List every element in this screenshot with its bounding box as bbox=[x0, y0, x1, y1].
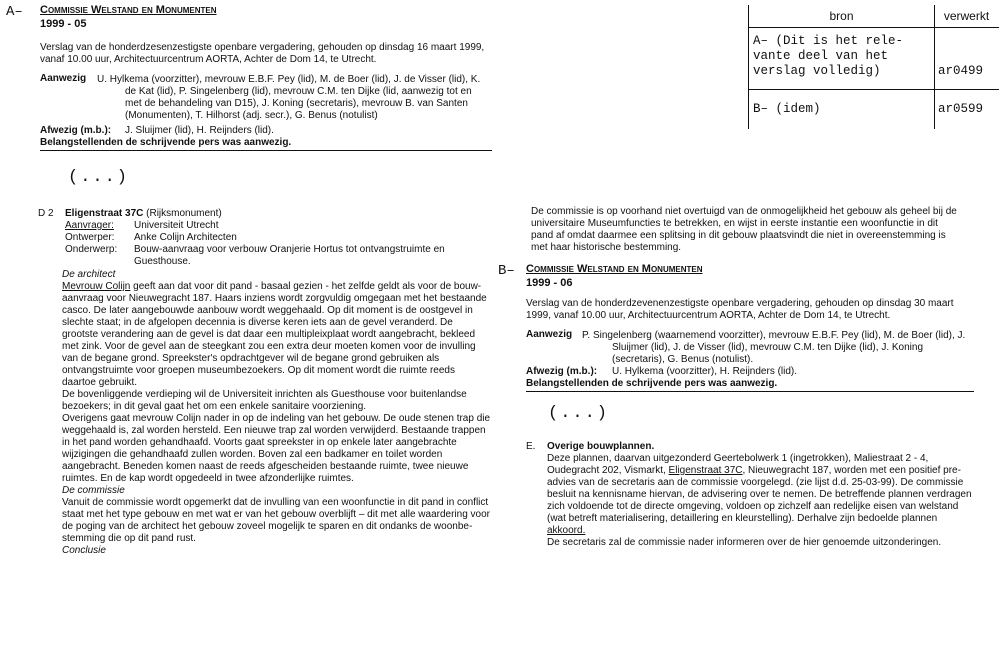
present-a-3: met de behandeling van D15), J. Koning (secretaris), mevrouw B. van Santen bbox=[125, 98, 468, 109]
architect-line-14: in het pand worden gehandhaafd. Voorts gaat spreekster in op enkele later aangebrachte bbox=[62, 437, 457, 448]
item-title-e: Overige bouwplannen. bbox=[547, 441, 655, 452]
marker-b: B– bbox=[498, 263, 515, 279]
year-b: 1999 - 06 bbox=[526, 277, 573, 289]
item-number-e: E. bbox=[526, 441, 536, 452]
section-e-line-7: akkoord. bbox=[547, 525, 586, 536]
architect-line-1: Mevrouw Colijn geeft aan dat voor dit pand - basaal gezien - het zelfde geldt als voor de bouw- bbox=[62, 281, 482, 292]
architect-line-11: bezoekers; in dit geval gaat het om een enkele sanitaire voorziening. bbox=[62, 401, 367, 412]
row2-ref: ar0599 bbox=[938, 102, 984, 116]
architect-line-3: casco. De later aangebouwde aanbouw wordt weggehaald. Op dit moment is de oostgevel in bbox=[62, 305, 473, 316]
architect-heading: De architect bbox=[62, 269, 116, 280]
architect-line-7: van de begane grond. Spreekster's opdrachtgever wil de begane grond gebruiken als bbox=[62, 353, 440, 364]
item-title-d2 bbox=[65, 208, 222, 220]
architect-body bbox=[62, 281, 502, 557]
section-e-body bbox=[547, 453, 987, 549]
table-row-divider bbox=[749, 89, 999, 90]
interested-b: Belangstellenden de schrijvende pers was aanwezig. bbox=[526, 378, 778, 389]
absent-b: U. Hylkema (voorzitter), H. Reijnders (lid). bbox=[612, 366, 798, 377]
ellipsis-a: (...) bbox=[68, 168, 130, 187]
intro-a-1: Verslag van de honderdzesenzestigste openbare vergadering, gehouden op dinsdag 16 maart 1999, bbox=[40, 42, 485, 53]
applicant-label: Aanvrager: bbox=[65, 220, 114, 231]
subject-label: Onderwerp: bbox=[65, 244, 118, 255]
architect-line-17: ruimtes. En de kap wordt opgedeeld in twee afzonderlijke ruimtes. bbox=[62, 473, 354, 484]
org-name-b: Commissie Welstand en Monumenten bbox=[526, 263, 703, 275]
row2-note: B– (idem) bbox=[753, 102, 821, 116]
absent-a: J. Sluijmer (lid), H. Reijnders (lid). bbox=[125, 125, 274, 136]
commission-line-4: stemming die op dit pand rust. bbox=[62, 533, 196, 544]
architect-line-15: wijzigingen die gehandhaafd zullen worden. Boven zal een badkamer en toilet worden bbox=[62, 449, 443, 460]
present-label-b: Aanwezig bbox=[526, 329, 573, 340]
architect-line-8: ontvangstruimte voor groepen museumbezoekers. Op dit moment wordt die ruimte reeds bbox=[62, 365, 455, 376]
present-a-4: (Monumenten), T. Hilhorst (adj. secr.), G. Benus (notulist) bbox=[125, 110, 378, 121]
col-verwerkt-header: verwerkt bbox=[934, 5, 999, 28]
section-e-line-2: Oudegracht 202, Vismarkt, Eligenstraat 37C, Nieuwegracht 187, worden met een positief pre- bbox=[547, 465, 961, 476]
present-b-1: P. Singelenberg (waarnemend voorzitter), mevrouw E.B.F. Pey (lid), M. de Boer (lid), J. bbox=[582, 330, 966, 341]
subject-1: Bouw-aanvraag voor verbouw Oranjerie Hortus tot ontvangstruimte en bbox=[134, 244, 445, 255]
intro-b-2: 1999, vanaf 10.00 uur, Architectuurcentrum AORTA, Achter de Dom 14, te Utrecht. bbox=[526, 310, 891, 321]
conclusion-line-2: universitaire Museumfuncties te betrekken, en wijst in eerste instantie een woonfunctie in dit bbox=[531, 218, 938, 229]
intro-b-1: Verslag van de honderdzevenenzestigste openbare vergadering, gehouden op dinsdag 30 maart bbox=[526, 298, 954, 309]
row1-note: A– (Dit is het rele- vante deel van het verslag volledig) bbox=[753, 34, 904, 78]
absent-label-b: Afwezig (m.b.): bbox=[526, 366, 598, 377]
architect-line-13: weggehaald is, zal worden hersteld. Een nieuwe trap zal worden verwijderd. Bestaande trappen bbox=[62, 425, 486, 436]
commission-line-2: staat met het type gebouw en met wat er van het gebouw overblijft – dit met alle waardering voor bbox=[62, 509, 491, 520]
item-title: Eligenstraat 37C bbox=[65, 208, 144, 219]
section-e-line-4: besluit na kennisname hiervan, de advisering over te nemen. De betreffende plannen verdragen bbox=[547, 489, 972, 500]
row1-ref: ar0499 bbox=[938, 64, 984, 78]
architect-line-5: grootste verandering aan de gevel is dat daar een multipleixplaat wordt aangebracht, bekleed bbox=[62, 329, 476, 340]
section-e-line-3: advies van de secretaris aan de commissie voorgelegd. (zie lijst d.d. 25-03-99). De commissie bbox=[547, 477, 964, 488]
commission-heading: De commissie bbox=[62, 485, 125, 496]
architect-line-16: aangebracht. Beneden komen naast de reeds afgescheiden bestaande ruimte, twee nieuwe bbox=[62, 461, 469, 472]
conclusion-line-3: pand af omdat daarmee een splitsing in dit gebouw plaatsvindt die niet in overeenstemming is bbox=[531, 230, 946, 241]
section-e-line-1: Deze plannen, daarvan uitgezonderd Geertebolwerk 1 (ingetrokken), Maliestraat 2 - 4, bbox=[547, 453, 929, 464]
marker-a: A– bbox=[6, 4, 23, 20]
conclusion-heading: Conclusie bbox=[62, 545, 106, 556]
section-e-line-8: De secretaris zal de commissie nader informeren over de hier genoemde uitzonderingen. bbox=[547, 537, 942, 548]
architect-line-2: aanvraag voor Nieuwegracht 187. Haars inziens wordt zorgvuldig omgegaan met het bestaande bbox=[62, 293, 487, 304]
commission-line-3: de poging van de architect het gebouw zoveel mogelijk te sparen en dit ondanks de woonbe- bbox=[62, 521, 473, 532]
present-b-2: Sluijmer (lid), J. de Visser (lid), mevrouw C.M. ten Dijke (lid), J. Koning bbox=[612, 342, 924, 353]
conclusion-line-1: De commissie is op voorhand niet overtuigd van de onmogelijkheid het gebouw als geheel bij de bbox=[531, 206, 957, 217]
architect-line-12: Overigens gaat mevrouw Colijn nader in op de indeling van het gebouw. De oude stenen trap die bbox=[62, 413, 491, 424]
divider-b bbox=[526, 391, 974, 392]
applicant: Universiteit Utrecht bbox=[134, 220, 219, 231]
architect-line-4: slechte staat; in de afgelopen decennia is diverse keren iets aan de gevel veranderd. De bbox=[62, 317, 453, 328]
subject-2: Guesthouse. bbox=[134, 256, 191, 267]
year-a: 1999 - 05 bbox=[40, 18, 87, 30]
col-bron-header: bron bbox=[749, 5, 934, 28]
architect-line-9: daartoe gebruikt. bbox=[62, 377, 138, 388]
conclusion-paragraph bbox=[531, 206, 971, 254]
present-a-2: de Kat (lid), P. Singelenberg (lid), mevrouw C.M. ten Dijke (lid, aanwezig tot en bbox=[125, 86, 472, 97]
designer: Anke Colijn Architecten bbox=[134, 232, 237, 243]
present-label-a: Aanwezig bbox=[40, 73, 87, 84]
intro-a-2: vanaf 10.00 uur, Architectuurcentrum AORTA, Achter de Dom 14, te Utrecht. bbox=[40, 54, 377, 65]
absent-label-a: Afwezig (m.b.): bbox=[40, 125, 112, 136]
source-table bbox=[748, 5, 999, 129]
commission-line-1: Vanuit de commissie wordt opgemerkt dat de invulling van een woonfunctie in dit pand in conflict bbox=[62, 497, 489, 508]
present-b-3: (secretaris), G. Benus (notulist). bbox=[612, 354, 754, 365]
conclusion-line-4: met haar historische bestemming. bbox=[531, 242, 682, 253]
item-title-suffix: (Rijksmonument) bbox=[146, 208, 222, 219]
divider-a bbox=[40, 150, 492, 151]
architect-line-10: De bovenliggende verdieping wil de Universiteit inrichten als Guesthouse voor buitenlandse bbox=[62, 389, 467, 400]
item-number-d2: D 2 bbox=[38, 208, 54, 219]
section-e-line-6: (wat betreft materialisering, detaillering en kleurstelling). Derhalve zijn bedoelde plannen bbox=[547, 513, 938, 524]
designer-label: Ontwerper: bbox=[65, 232, 115, 243]
org-name-a: Commissie Welstand en Monumenten bbox=[40, 4, 217, 16]
section-e-line-5: zich voldoende tot de directe omgeving, voldoen op zichzelf aan redelijke eisen van welstand bbox=[547, 501, 959, 512]
table-column-divider bbox=[934, 5, 935, 129]
ellipsis-b: (...) bbox=[548, 404, 610, 423]
present-a-1: U. Hylkema (voorzitter), mevrouw E.B.F. Pey (lid), M. de Boer (lid), J. de Visser (lid), K. bbox=[97, 74, 481, 85]
interested-a: Belangstellenden de schrijvende pers was aanwezig. bbox=[40, 137, 292, 148]
architect-line-6: met zink. Voor de gevel aan de steegkant zou een extra deur moeten komen voor de invulling bbox=[62, 341, 476, 352]
